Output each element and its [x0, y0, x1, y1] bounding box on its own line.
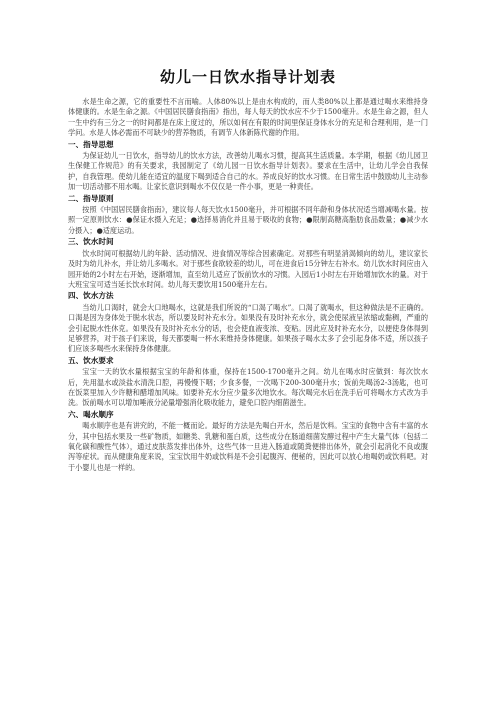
section-body-guiding-thought: 为保证幼儿一日饮水，指导幼儿的饮水方法，改善幼儿喝水习惯，提高其生活质量。本学期，根据《幼儿园卫生保健工作规范》的有关要求，我园制定了《幼儿园一日饮水指导计划表》。要求在生活中，让幼儿学会自我保护，自我管理。使幼儿能在适宜的温度下喝到适合自己的水。养成良好的饮水习惯。在日常生活中鼓励幼儿主动参加一切活动都不用水喝。让家长意识到喝水不仅仅是一件小事，更是一种责任。	[68, 151, 428, 192]
section-body-drinking-method: 当幼儿口渴时，就会大口地喝水，这就是我们所说的“口渴了喝水”。口渴了就喝水，但这种做法是不正确的。口渴是因为身体处于脱水状态，所以要及时补充水分。如果没有及时补充水分，就会使尿液呈浓缩或黏稠，严重的会引起脱水性休克。如果没有及时补充水分的话，也会使血液变浓、变粘。因此应及时补充水分，以便使身体得到足够营养，对于孩子们来说，每天都要喝一杯水来维持身体健康。如果孩子喝水太多了会引起身体不适，所以孩子们应该多喝些水来保持身体健康。	[68, 302, 428, 354]
section-body-drinking-requirements: 宝宝一天的饮水量根据宝宝的年龄和体重，保持在1500-1700毫升之间。幼儿在喝水时应做到：每次饮水后，先用温水或淡盐水清洗口腔，再慢慢下咽；少食多餐，一次喝下200-300毫升水；饭前先喝汤2-3汤匙，也可在饭菜里加入少许糖和醋增加风味。如要补充水分应少量多次地饮水。每次喝完水后在洗手后可将喝水方式改为手洗。饭前喝水可以增加唾液分泌量增强消化吸收能力，避免口腔内细菌滋生。	[68, 367, 428, 408]
intro-paragraph: 水是生命之源，它的重要性不言而喻。人体80%以上是由水构成的，而人类80%以上都是通过喝水来维持身体健康的。水是生命之源。《中国居民膳食指南》指出，每人每天的饮水应不少于1500毫升。水是生命之源，但人一生中约有三分之一的时间都是在床上度过的，所以如何在有限的时间里保证身体水分的充足和合理利用，是一门学问。水是人体必需而不可缺少的营养物质，有调节人体新陈代谢的作用。	[68, 97, 428, 138]
section-heading-guiding-thought: 一、指导思想	[68, 139, 114, 149]
section-body-drinking-time: 饮水时间可根据幼儿的年龄、活动情况、进食情况等综合因素确定。对那些有明显消渴倾向的幼儿，建议家长及时为幼儿补水，并让幼儿多喝水。对于那些食欲较差的幼儿，可在进食后15分钟左右补水。幼儿饮水时间应由入园开始的2小时左右开始，逐渐增加，直至幼儿适应了饭前饮水的习惯。入园后1小时左右开始增加饮水的量。对于大班宝宝可适当延长饮水时间。幼儿每天要饮用1500毫升左右。	[68, 248, 428, 289]
document-title: 幼儿一日饮水指导计划表	[159, 68, 336, 86]
section-body-drinking-order: 喝水顺序也是有讲究的，不能一概而论。最好的方法是先喝白开水，然后是饮料。宝宝的食物中含有丰富的水分，其中包括水果及一些矿物质，如糖类、乳糖和蛋白质，这些成分在肠道细菌发酵过程中产生大量气体（包括二氧化碳和酸性气体），通过皮肤蒸发排出体外，这些气体一旦进入肠道或随粪便排出体外，就会引起消化不良或腹泻等症状。而从健康角度来说，宝宝饮用牛奶或饮料是不会引起腹泻、便秘的，因此可以放心地喝奶或饮料吧。对于小婴儿也是一样的。	[68, 421, 428, 472]
section-heading-drinking-order: 六、喝水顺序	[68, 409, 114, 419]
section-heading-drinking-method: 四、饮水方法	[68, 291, 114, 301]
section-heading-drinking-requirements: 五、饮水要求	[68, 355, 114, 365]
section-heading-guiding-principles: 二、指导原则	[68, 193, 114, 203]
section-body-guiding-principles: 按照《中国居民膳食指南》，建议每人每天饮水1500毫升，并可根据不同年龄和身体状况适当增减喝水量。按照一定原则饮水：●保证水摄入充足；●选择易消化并且易于吸收的食物；●限制高糖高脂肪食品数量；●减少水分摄入；●适度运动。	[68, 205, 428, 235]
section-heading-drinking-time: 三、饮水时间	[68, 237, 114, 247]
